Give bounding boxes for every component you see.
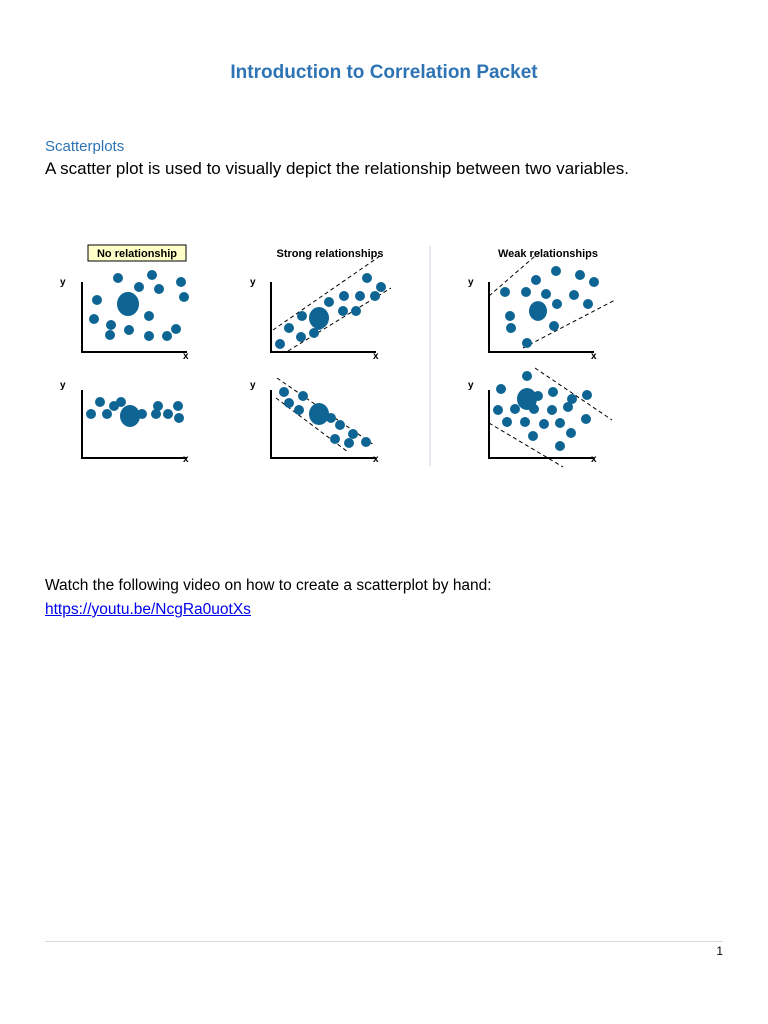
scatter-dots-group bbox=[86, 266, 599, 451]
scatter-dot-strong-negative bbox=[361, 437, 371, 447]
scatter-dot-no-relationship-top bbox=[106, 320, 116, 330]
y-axis-label: y bbox=[250, 277, 256, 288]
scatter-dot-weak-positive bbox=[531, 275, 541, 285]
column-title-no-relationship: No relationship bbox=[96, 248, 178, 260]
video-instruction-text: Watch the following video on how to create a scatterplot by hand: bbox=[45, 577, 492, 594]
scatter-dot-strong-positive bbox=[284, 323, 294, 333]
scatter-dot-no-relationship-top bbox=[179, 292, 189, 302]
scatterplot-examples-figure bbox=[55, 238, 635, 470]
scatter-dot-strong-negative bbox=[330, 434, 340, 444]
scatter-dot-strong-positive bbox=[339, 291, 349, 301]
scatter-dot-strong-negative bbox=[344, 438, 354, 448]
page-number: 1 bbox=[716, 944, 723, 958]
scatter-dot-weak-positive bbox=[575, 270, 585, 280]
scatter-cluster-strong-positive bbox=[309, 307, 329, 329]
scatter-dot-weak-positive bbox=[552, 299, 562, 309]
scatter-dot-weak-negative bbox=[493, 405, 503, 415]
scatter-dot-weak-negative bbox=[581, 414, 591, 424]
scatter-dot-strong-negative bbox=[298, 391, 308, 401]
scatter-dot-no-relationship-bottom bbox=[163, 409, 173, 419]
scatter-dot-no-relationship-top bbox=[144, 331, 154, 341]
scatter-dot-weak-positive bbox=[541, 289, 551, 299]
scatter-dot-weak-negative bbox=[502, 417, 512, 427]
scatter-dot-weak-negative bbox=[555, 441, 565, 451]
scatter-dot-weak-positive bbox=[522, 338, 532, 348]
scatter-dot-no-relationship-top bbox=[171, 324, 181, 334]
scatter-dot-no-relationship-top bbox=[134, 282, 144, 292]
scatter-dot-weak-negative bbox=[539, 419, 549, 429]
y-axis-label: y bbox=[60, 277, 66, 288]
y-axis-label: y bbox=[60, 380, 66, 391]
scatter-dot-weak-positive bbox=[551, 266, 561, 276]
scatter-dot-no-relationship-top bbox=[147, 270, 157, 280]
scatter-dot-no-relationship-top bbox=[162, 331, 172, 341]
scatter-dot-weak-positive bbox=[583, 299, 593, 309]
scatter-dot-weak-positive bbox=[506, 323, 516, 333]
scatter-dot-weak-positive bbox=[500, 287, 510, 297]
x-axis-label: x bbox=[373, 351, 379, 362]
scatter-dot-strong-positive bbox=[351, 306, 361, 316]
scatterplot-examples-svg bbox=[55, 238, 635, 470]
scatter-dot-weak-positive bbox=[505, 311, 515, 321]
scatter-dot-no-relationship-bottom bbox=[102, 409, 112, 419]
scatter-dot-weak-negative bbox=[548, 387, 558, 397]
scatter-dot-no-relationship-top bbox=[113, 273, 123, 283]
scatter-dot-no-relationship-top bbox=[154, 284, 164, 294]
x-axis-label: x bbox=[591, 351, 597, 362]
scatter-dot-weak-negative bbox=[510, 404, 520, 414]
scatter-dot-no-relationship-bottom bbox=[174, 413, 184, 423]
scatter-dot-weak-negative bbox=[522, 371, 532, 381]
scatter-dot-strong-positive bbox=[362, 273, 372, 283]
x-axis-label: x bbox=[183, 351, 189, 362]
scatter-dot-weak-positive bbox=[569, 290, 579, 300]
y-axis-label: y bbox=[468, 277, 474, 288]
weak-negative-upper-boundary bbox=[535, 368, 612, 420]
scatter-cluster-weak-positive bbox=[529, 301, 547, 321]
scatter-dot-strong-negative bbox=[279, 387, 289, 397]
x-axis-label: x bbox=[183, 454, 189, 465]
scatter-dot-weak-negative bbox=[496, 384, 506, 394]
scatter-dot-strong-positive bbox=[309, 328, 319, 338]
scatter-dot-strong-positive bbox=[355, 291, 365, 301]
x-axis-label: x bbox=[591, 454, 597, 465]
column-title-strong: Strong relationships bbox=[276, 248, 384, 260]
scatter-dot-weak-positive bbox=[589, 277, 599, 287]
scatter-dot-weak-positive bbox=[549, 321, 559, 331]
document-title: Introduction to Correlation Packet bbox=[230, 62, 538, 83]
scatter-dot-strong-negative bbox=[335, 420, 345, 430]
scatter-dot-weak-negative bbox=[520, 417, 530, 427]
scatter-dot-strong-positive bbox=[275, 339, 285, 349]
footer-divider bbox=[45, 941, 723, 942]
scatter-dot-weak-negative bbox=[582, 390, 592, 400]
scatter-dot-strong-negative bbox=[294, 405, 304, 415]
scatter-dot-strong-negative bbox=[348, 429, 358, 439]
scatter-dot-no-relationship-top bbox=[105, 330, 115, 340]
scatter-dot-no-relationship-bottom bbox=[173, 401, 183, 411]
y-axis-label: y bbox=[250, 380, 256, 391]
scatter-dot-no-relationship-top bbox=[92, 295, 102, 305]
scatter-dot-no-relationship-bottom bbox=[95, 397, 105, 407]
section-heading-scatterplots: Scatterplots bbox=[45, 138, 125, 155]
scatter-cluster-no-relationship-top bbox=[117, 292, 139, 316]
scatter-dot-strong-positive bbox=[370, 291, 380, 301]
scatter-dot-strong-positive bbox=[324, 297, 334, 307]
scatter-cluster-no-relationship-bottom bbox=[120, 405, 140, 427]
scatter-dot-weak-positive bbox=[521, 287, 531, 297]
x-axis-label: x bbox=[373, 454, 379, 465]
scatter-dot-weak-negative bbox=[547, 405, 557, 415]
scatter-dot-no-relationship-bottom bbox=[116, 397, 126, 407]
scatter-dot-weak-negative bbox=[528, 431, 538, 441]
scatter-dot-weak-negative bbox=[566, 428, 576, 438]
scatter-dot-no-relationship-bottom bbox=[86, 409, 96, 419]
scatter-cluster-weak-negative bbox=[517, 388, 537, 410]
scatter-dot-no-relationship-top bbox=[144, 311, 154, 321]
scatter-dot-no-relationship-top bbox=[124, 325, 134, 335]
column-title-weak: Weak relationships bbox=[497, 248, 599, 260]
scatter-dot-weak-negative bbox=[555, 418, 565, 428]
scatter-dot-no-relationship-top bbox=[176, 277, 186, 287]
scatter-dot-no-relationship-bottom bbox=[151, 409, 161, 419]
scatter-dot-strong-positive bbox=[338, 306, 348, 316]
youtube-video-link[interactable]: https://youtu.be/NcgRa0uotXs bbox=[45, 601, 251, 618]
scatter-dot-strong-positive bbox=[297, 311, 307, 321]
scatter-dot-strong-positive bbox=[376, 282, 386, 292]
scatter-dot-no-relationship-top bbox=[89, 314, 99, 324]
scatter-cluster-strong-negative bbox=[309, 403, 329, 425]
scatter-dot-strong-positive bbox=[296, 332, 306, 342]
scatter-dot-strong-negative bbox=[284, 398, 294, 408]
scatter-dot-weak-negative bbox=[563, 402, 573, 412]
y-axis-label: y bbox=[468, 380, 474, 391]
weak-negative-lower-boundary bbox=[489, 423, 563, 467]
intro-paragraph: A scatter plot is used to visually depict the relationship between two variables. bbox=[45, 159, 629, 178]
